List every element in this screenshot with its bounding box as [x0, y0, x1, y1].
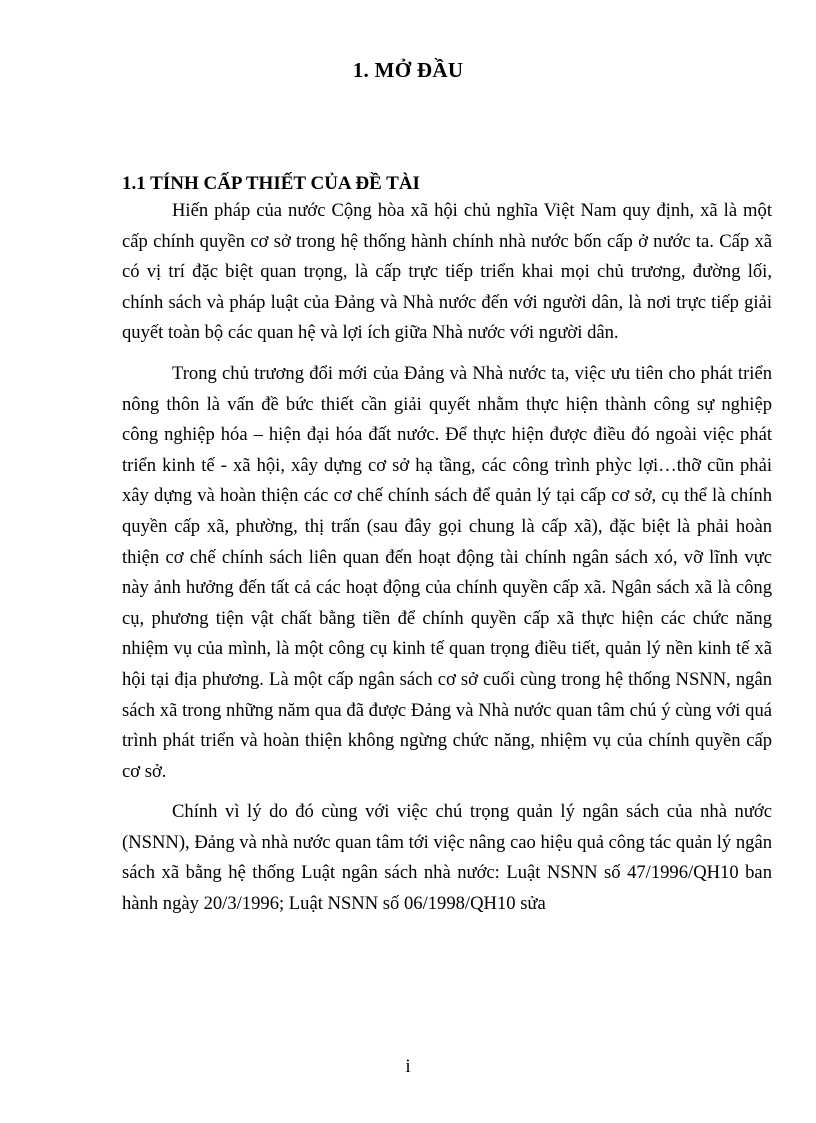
paragraph-3: Chính vì lý do đó cùng với việc chú trọng quản lý ngân sách của nhà nước (NSNN), Đảng và nhà nước quan tâm tới việc nâng cao hiệu quả công tác quản lý ngân sách xã bằng hệ thống Luật ngân sách nhà nước: Luật NSNN số 47/1996/QH10 ban hành ngày 20/3/1996; Luật NSNN số 06/1998/QH10 sửa [122, 801, 772, 915]
page-number: i [405, 1056, 411, 1077]
chapter-title: 1. MỞ ĐẦU [352, 58, 464, 82]
paragraph-1: Hiến pháp của nước Cộng hòa xã hội chủ nghĩa Việt Nam quy định, xã là một cấp chính quyền cơ sở trong hệ thống hành chính nhà nước bốn cấp ở nước ta. Cấp xã có vị trí đặc biệt quan trọng, là cấp trực tiếp triển khai mọi chủ trương, đường lối, chính sách và pháp luật của Đảng và Nhà nước đến với người dân, là nơi trực tiếp giải quyết toàn bộ các quan hệ và lợi ích giữa Nhà nước với người dân. [122, 200, 772, 344]
paragraph-2: Trong chủ trương đổi mới của Đảng và Nhà nước ta, việc ưu tiên cho phát triển nông thôn là vấn đề bức thiết cần giải quyết nhằm thực hiện thành công sự nghiệp công nghiệp hóa – hiện đại hóa đất nước. Để thực hiện được điều đó ngoài việc phát triển kinh tế - xã hội, xây dựng cơ sở hạ tầng, các công trình phỳc lợi…thỡ cũn phải xây dựng và hoàn thiện các cơ chế chính sách để quản lý tại cấp cơ sở, cụ thể là chính quyền cấp xã, phường, thị trấn (sau đây gọi chung là cấp xã), đặc biệt là phải hoàn thiện cơ chế chính sách liên quan đến hoạt động tài chính ngân sách xó, vỡ lĩnh vực này ảnh hưởng đến tất cả các hoạt động của chính quyền cấp xã. Ngân sách xã là công cụ, phương tiện vật chất bằng tiền để chính quyền cấp xã thực hiện các chức năng nhiệm vụ của mình, là một công cụ kinh tế quan trọng điều tiết, quản lý nền kinh tế xã hội tại địa phương. Là một cấp ngân sách cơ sở cuối cùng trong hệ thống NSNN, ngân sách xã trong những năm qua đã được Đảng và Nhà nước quan tâm chú ý cùng với quá trình phát triển và hoàn thiện không ngừng chức năng, nhiệm vụ của chính quyền cấp cơ sở. [122, 362, 772, 782]
section-heading: 1.1 TÍNH CẤP THIẾT CỦA ĐỀ TÀI [122, 173, 420, 194]
body-text [122, 196, 772, 920]
